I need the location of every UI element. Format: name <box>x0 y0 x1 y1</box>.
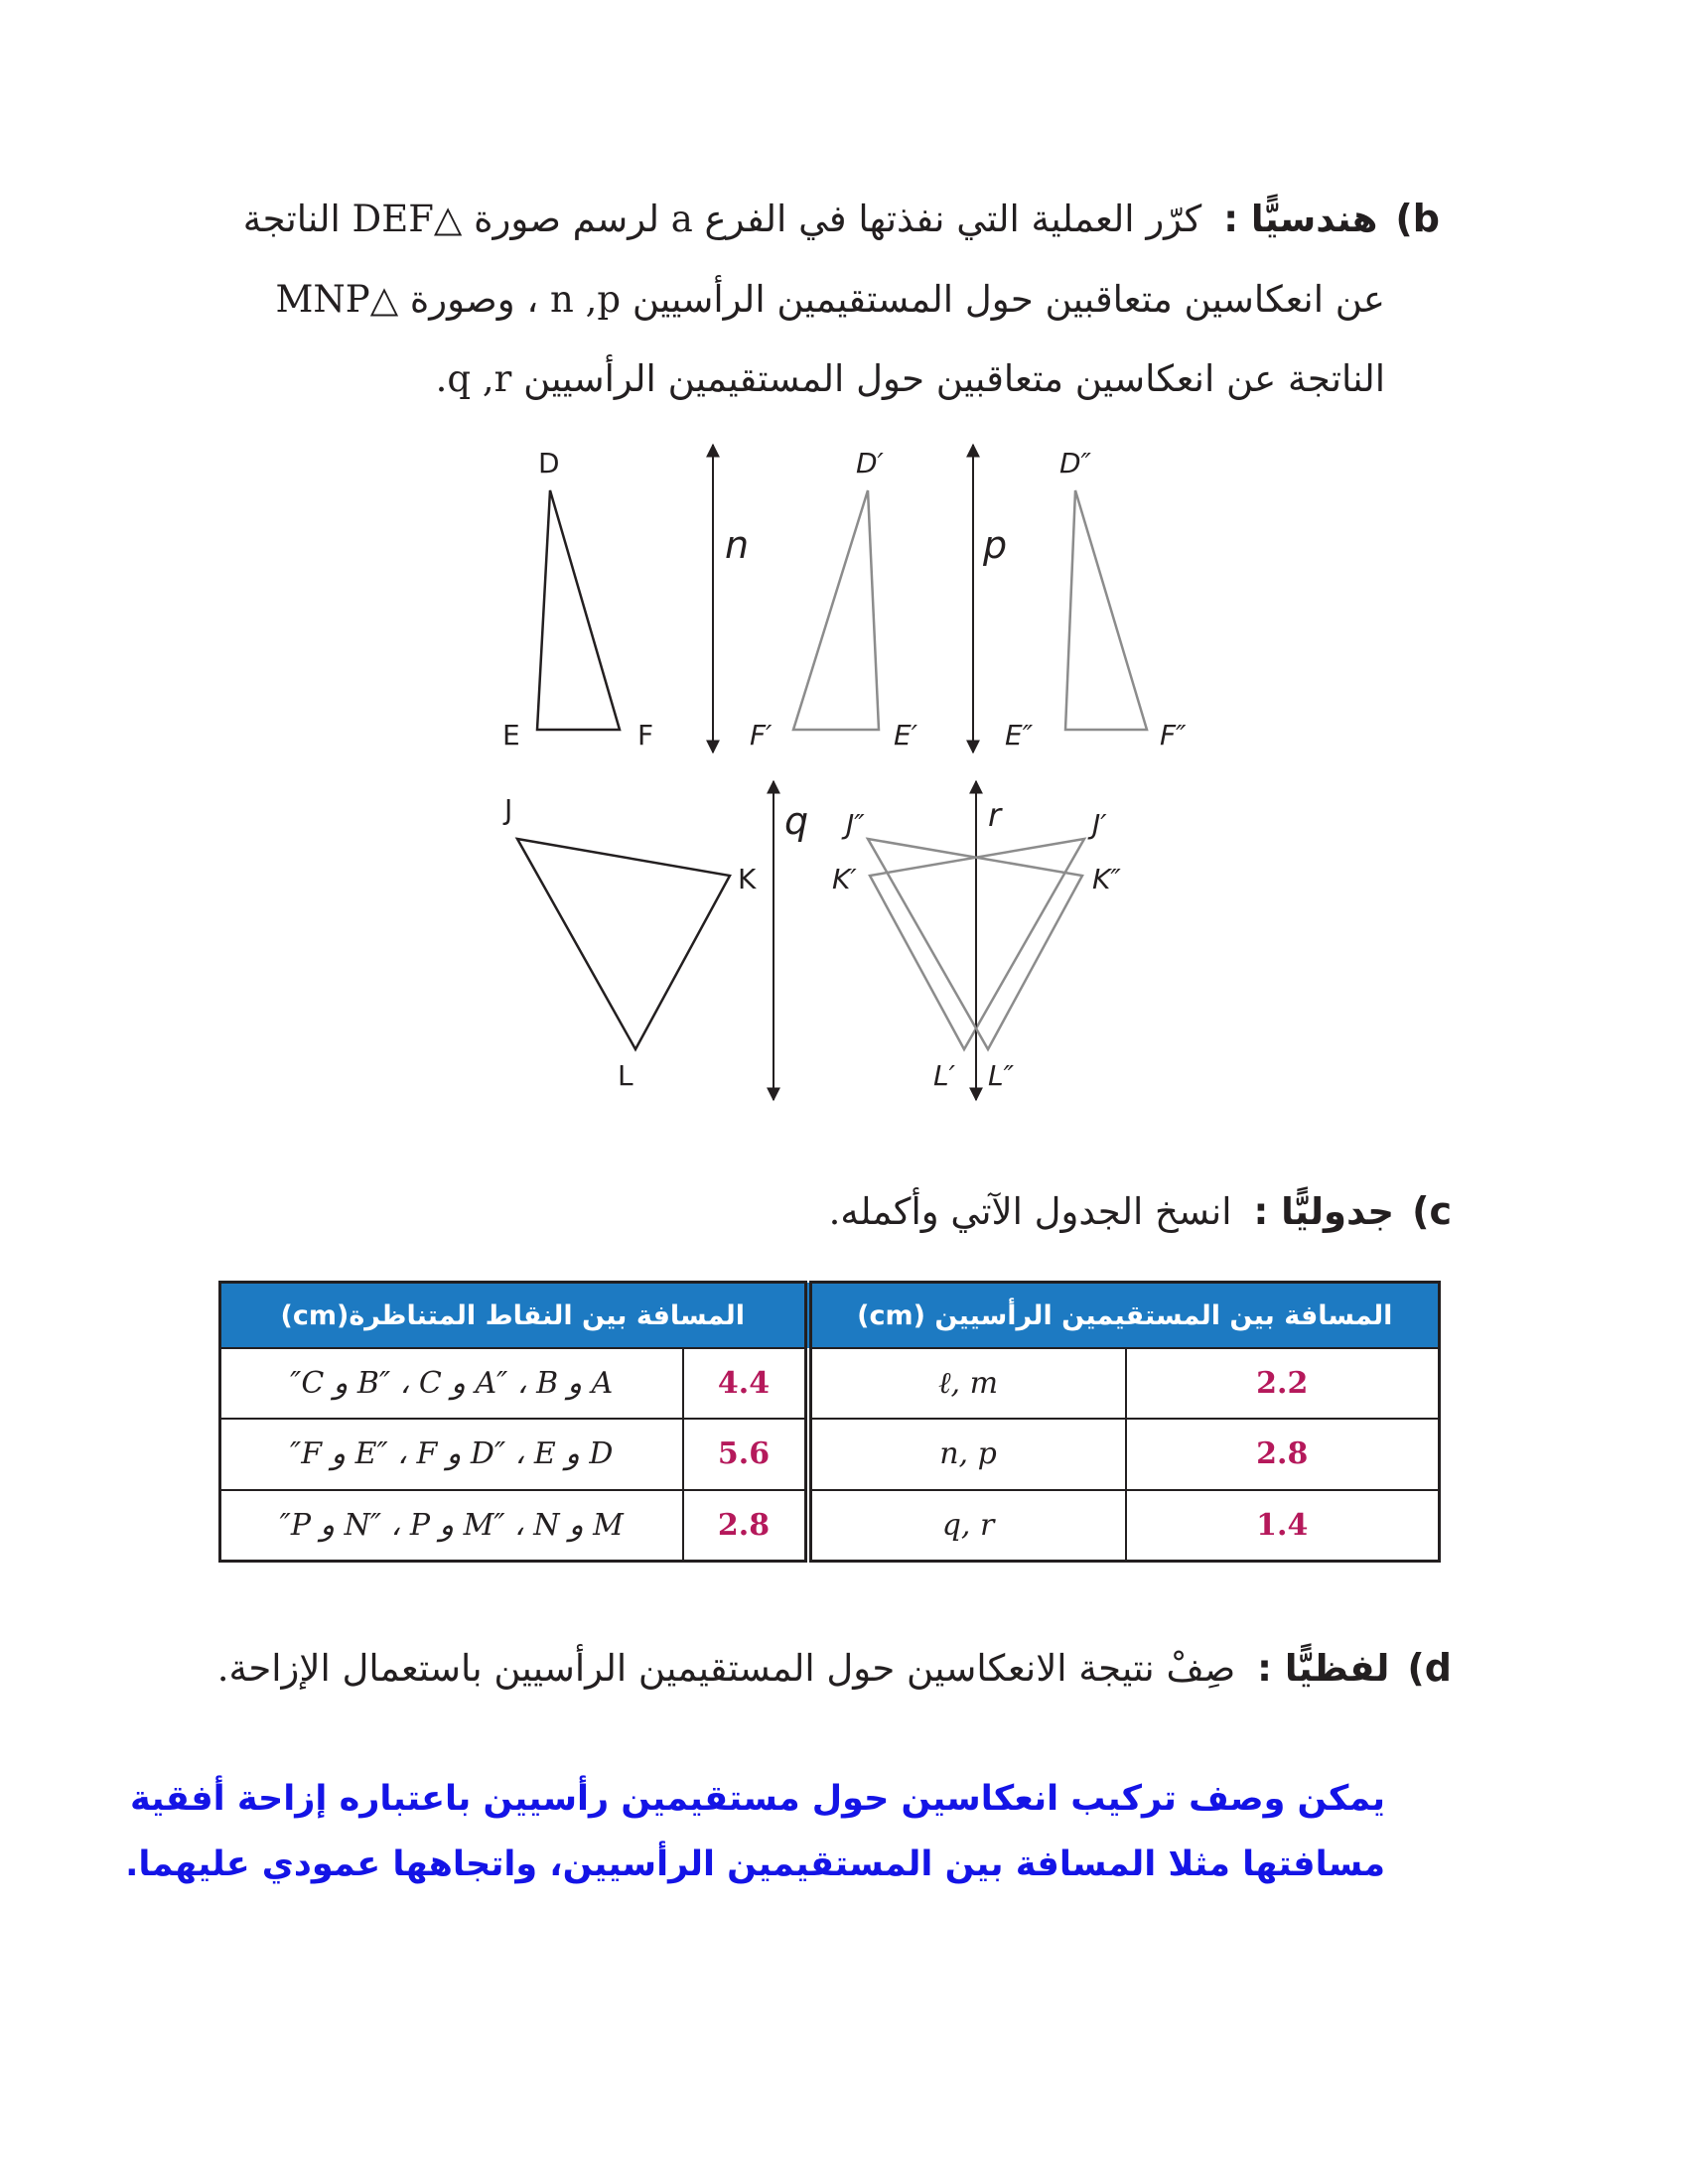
table-header-row <box>220 1283 1440 1349</box>
label-D-prime: D′ <box>856 447 884 479</box>
triangle-def <box>537 490 620 730</box>
part-b-line3: الناتجة عن انعكاسين متعاقبين حول المستقيمين الرأسيين q ,r. <box>435 357 1385 400</box>
label-p: p <box>983 523 1008 567</box>
points-cell: D و D″ ، E و E″ ، F و F″ <box>220 1419 683 1489</box>
label-J: J <box>504 793 513 826</box>
label-E: E <box>502 719 520 751</box>
part-c-label: c) <box>1412 1189 1452 1233</box>
label-L-prime: L′ <box>933 1059 955 1092</box>
triangle-def-double-prime <box>1065 490 1147 730</box>
lines-cell: q, r <box>808 1490 1126 1562</box>
distance-table <box>218 1281 1441 1563</box>
part-c-line <box>829 1189 1452 1233</box>
label-F-double-prime: F″ <box>1160 719 1187 751</box>
label-J-double-prime: J″ <box>846 808 865 841</box>
label-r: r <box>988 796 1002 834</box>
part-d-label: d) <box>1407 1646 1452 1690</box>
lines-cell: n, p <box>808 1419 1126 1489</box>
lines-cell: ℓ, m <box>808 1348 1126 1419</box>
header-points-distance: المسافة بين النقاط المتناظرة(cm) <box>220 1283 808 1349</box>
label-E-double-prime: E″ <box>1005 719 1034 751</box>
table-row <box>220 1419 1440 1489</box>
lines-distance-cell: 2.8 <box>1126 1419 1440 1489</box>
part-b-heading: هندسيًّا : <box>1223 198 1378 240</box>
answer-line2: مسافتها مثلا المسافة بين المستقيمين الرأسيين، واتجاهها عمودي عليهما. <box>125 1844 1385 1884</box>
points-cell: M و M″ ، N و N″ ، P و P″ <box>220 1490 683 1562</box>
label-F-prime: F′ <box>750 719 773 751</box>
lines-distance-cell: 1.4 <box>1126 1490 1440 1562</box>
points-distance-cell: 4.4 <box>683 1348 808 1419</box>
part-b-line2: عن انعكاسين متعاقبين حول المستقيمين الرأسيين n ,p ، وصورة △MNP <box>275 278 1385 321</box>
lines-distance-cell: 2.2 <box>1126 1348 1440 1419</box>
triangle-def-prime <box>793 490 879 730</box>
label-K-prime: K′ <box>832 863 857 895</box>
part-d-heading: لفظيًّا : <box>1257 1647 1390 1690</box>
label-E-prime: E′ <box>894 719 918 751</box>
points-distance-cell: 5.6 <box>683 1419 808 1489</box>
part-c-text: انسخ الجدول الآتي وأكمله. <box>828 1190 1232 1233</box>
table-row <box>220 1490 1440 1562</box>
part-b-label: b) <box>1395 197 1440 240</box>
header-lines-distance: المسافة بين المستقيمين الرأسيين (cm) <box>808 1283 1440 1349</box>
points-distance-cell: 2.8 <box>683 1490 808 1562</box>
label-K: K <box>738 863 757 895</box>
label-K-double-prime: K″ <box>1092 863 1121 895</box>
label-J-prime: J′ <box>1092 808 1107 841</box>
label-D-double-prime: D″ <box>1059 447 1092 479</box>
label-F: F <box>637 719 654 751</box>
points-cell: A و A″ ، B و B″ ، C و C″ <box>220 1348 683 1419</box>
part-d-line <box>217 1646 1452 1690</box>
part-b-text-line1: كرّر العملية التي نفذتها في الفرع a لرسم صورة △DEF الناتجة <box>242 198 1202 240</box>
table-row <box>220 1348 1440 1419</box>
answer-line1: يمكن وصف تركيب انعكاسين حول مستقيمين رأسيين باعتباره إزاحة أفقية <box>130 1779 1385 1819</box>
label-L-double-prime: L″ <box>988 1059 1015 1092</box>
label-q: q <box>784 799 809 843</box>
label-L: L <box>618 1059 633 1092</box>
part-c-heading: جدوليًّا : <box>1253 1190 1395 1233</box>
part-d-text: صِفْ نتيجة الانعكاسين حول المستقيمين الرأسيين باستعمال الإزاحة. <box>216 1647 1236 1690</box>
triangle-jkl <box>517 839 730 1049</box>
label-n: n <box>725 523 750 567</box>
label-D: D <box>538 447 560 479</box>
